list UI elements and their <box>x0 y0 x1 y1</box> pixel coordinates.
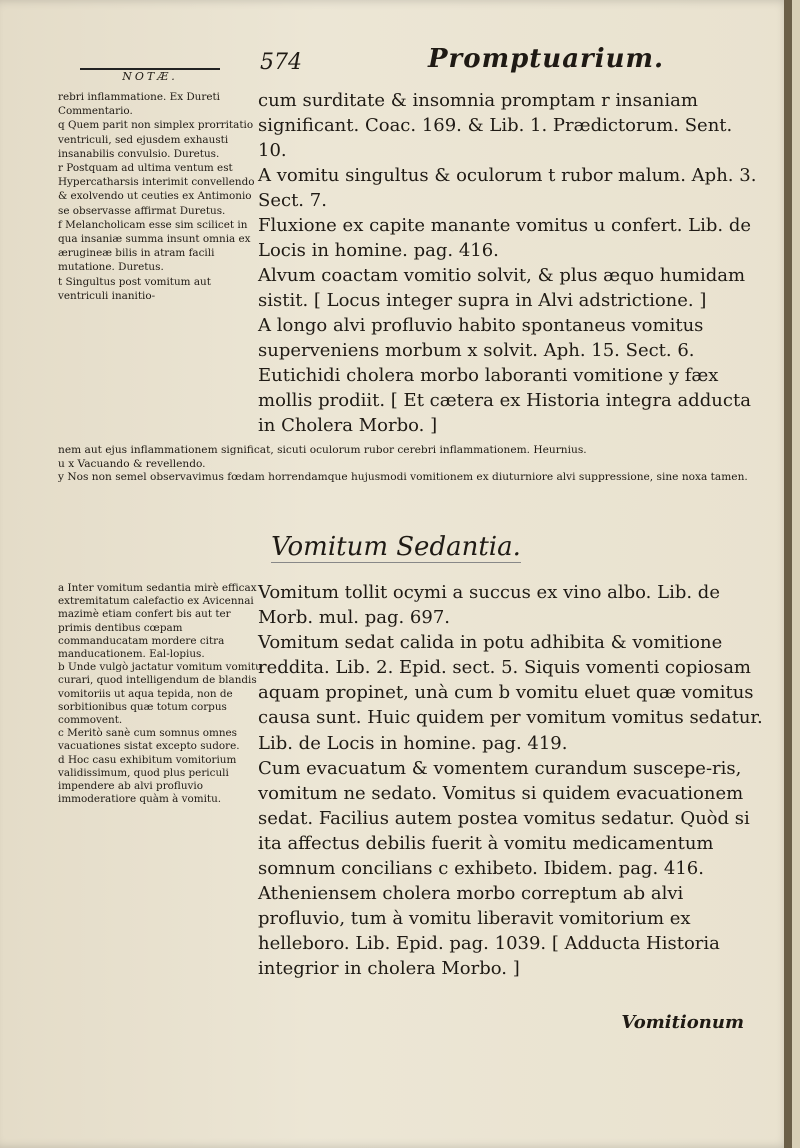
catchword: Vomitionum <box>621 1012 744 1033</box>
margin-note: a Inter vomitum sedantia mirè efficax extremitatum calefactio ex Avicennai mazimè etiam confert bis aut ter primis dentibus cœpam commanducatam mordere citra manducationem. Eal-lopius. <box>58 582 257 661</box>
margin-notes-1 <box>58 90 258 303</box>
margin-notes-2 <box>58 582 263 806</box>
paragraph: cum surditate & insomnia promptam r insaniam significant. Coac. 169. & Lib. 1. Prædictorum. Sent. 10. <box>258 90 733 161</box>
paragraph: A vomitu singultus & oculorum t rubor malum. Aph. 3. Sect. 7. <box>258 165 757 211</box>
running-head: Promptuarium. <box>428 44 665 74</box>
wide-notes <box>58 444 758 485</box>
wide-note: u x Vacuando & revellendo. <box>58 457 206 470</box>
margin-note: q Quem parit non simplex prorritatio ventriculi, sed ejusdem exhausti insanabilis convulsio. Duretus. <box>58 119 254 160</box>
wide-note: y Nos non semel observavimus fœdam horrendamque hujusmodi vomitionem ex diuturniore alvi suppressione, sine noxa tamen. <box>58 471 748 483</box>
notes-label: NOTÆ. <box>80 68 220 83</box>
margin-note: c Meritò sanè cum somnus omnes vacuationes sistat excepto sudore. <box>58 727 240 753</box>
wide-note: nem aut ejus inflammationem significat, sicuti oculorum rubor cerebri inflammationem. Heurnius. <box>58 444 587 456</box>
paragraph: Alvum coactam vomitio solvit, & plus æquo humidam sistit. [ Locus integer supra in Alvi adstrictione. ] <box>258 265 746 311</box>
paragraph: A longo alvi profluvio habito spontaneus vomitus superveniens morbum x solvit. Aph. 15. Sect. 6. <box>258 315 704 361</box>
paragraph: Cum evacuatum & vomentem curandum suscepe-ris, vomitum ne sedato. Vomitus si quidem evacuationem sedat. Facilius autem postea vomitus sedatur. Quòd si ita affectus debilis fuerit à vomitu medicamentum somnum concilians c exhibeto. Ibidem. pag. 416. <box>258 757 750 880</box>
paragraph: Atheniensem cholera morbo correptum ab alvi profluvio, tum à vomitu liberavit vomitorium ex helleboro. Lib. Epid. pag. 1039. [ Adducta Historia integrior in cholera Morbo. ] <box>258 883 720 980</box>
paragraph: Fluxione ex capite manante vomitus u confert. Lib. de Locis in homine. pag. 416. <box>258 215 751 261</box>
page-edge <box>784 0 792 1148</box>
paragraph: Vomitum tollit ocymi a succus ex vino albo. Lib. de Morb. mul. pag. 697. <box>258 582 720 629</box>
paragraph: Vomitum sedat calida in potu adhibita & vomitione reddita. Lib. 2. Epid. sect. 5. Siquis vomenti copiosam aquam propinet, unà cum b vomitu eluet quæ vomitus causa sunt. Huic quidem per vomitum vomitus sedatur. Lib. de Locis in homine. pag. 419. <box>258 632 763 754</box>
margin-note: d Hoc casu exhibitum vomitorium validissimum, quod plus periculi impendere ab alvi profluvio immoderatiore quàm à vomitu. <box>58 753 237 806</box>
page-number: 574 <box>260 50 302 75</box>
paragraph: Eutichidi cholera morbo laboranti vomitione y fæx mollis prodiit. [ Et cætera ex Historia integra adducta in Cholera Morbo. ] <box>258 365 751 436</box>
page-header <box>60 42 760 82</box>
margin-note: t Singultus post vomitum aut ventriculi inanitio- <box>58 275 211 302</box>
main-text-1 <box>258 88 766 438</box>
margin-note: f Melancholicam esse sim scilicet in qua insaniæ summa insunt omnia ex ærugineæ bilis in atram facili mutatione. Duretus. <box>58 218 251 274</box>
section-title: Vomitum Sedantia. <box>271 532 521 562</box>
margin-note: r Postquam ad ultima ventum est Hypercatharsis interimit convellendo & exolvendo ut ceuties ex Antimonio se observasse affirmat Duretus. <box>58 162 255 217</box>
main-text-2 <box>258 580 766 982</box>
margin-note: rebri inflammatione. Ex Dureti Commentario. <box>58 91 220 118</box>
margin-note: b Unde vulgò jactatur vomitum vomitu curari, quod intelligendum de blandis vomitoriis ut aqua tepida, non de sorbitionibus quæ totum corpus commovent. <box>58 661 262 727</box>
